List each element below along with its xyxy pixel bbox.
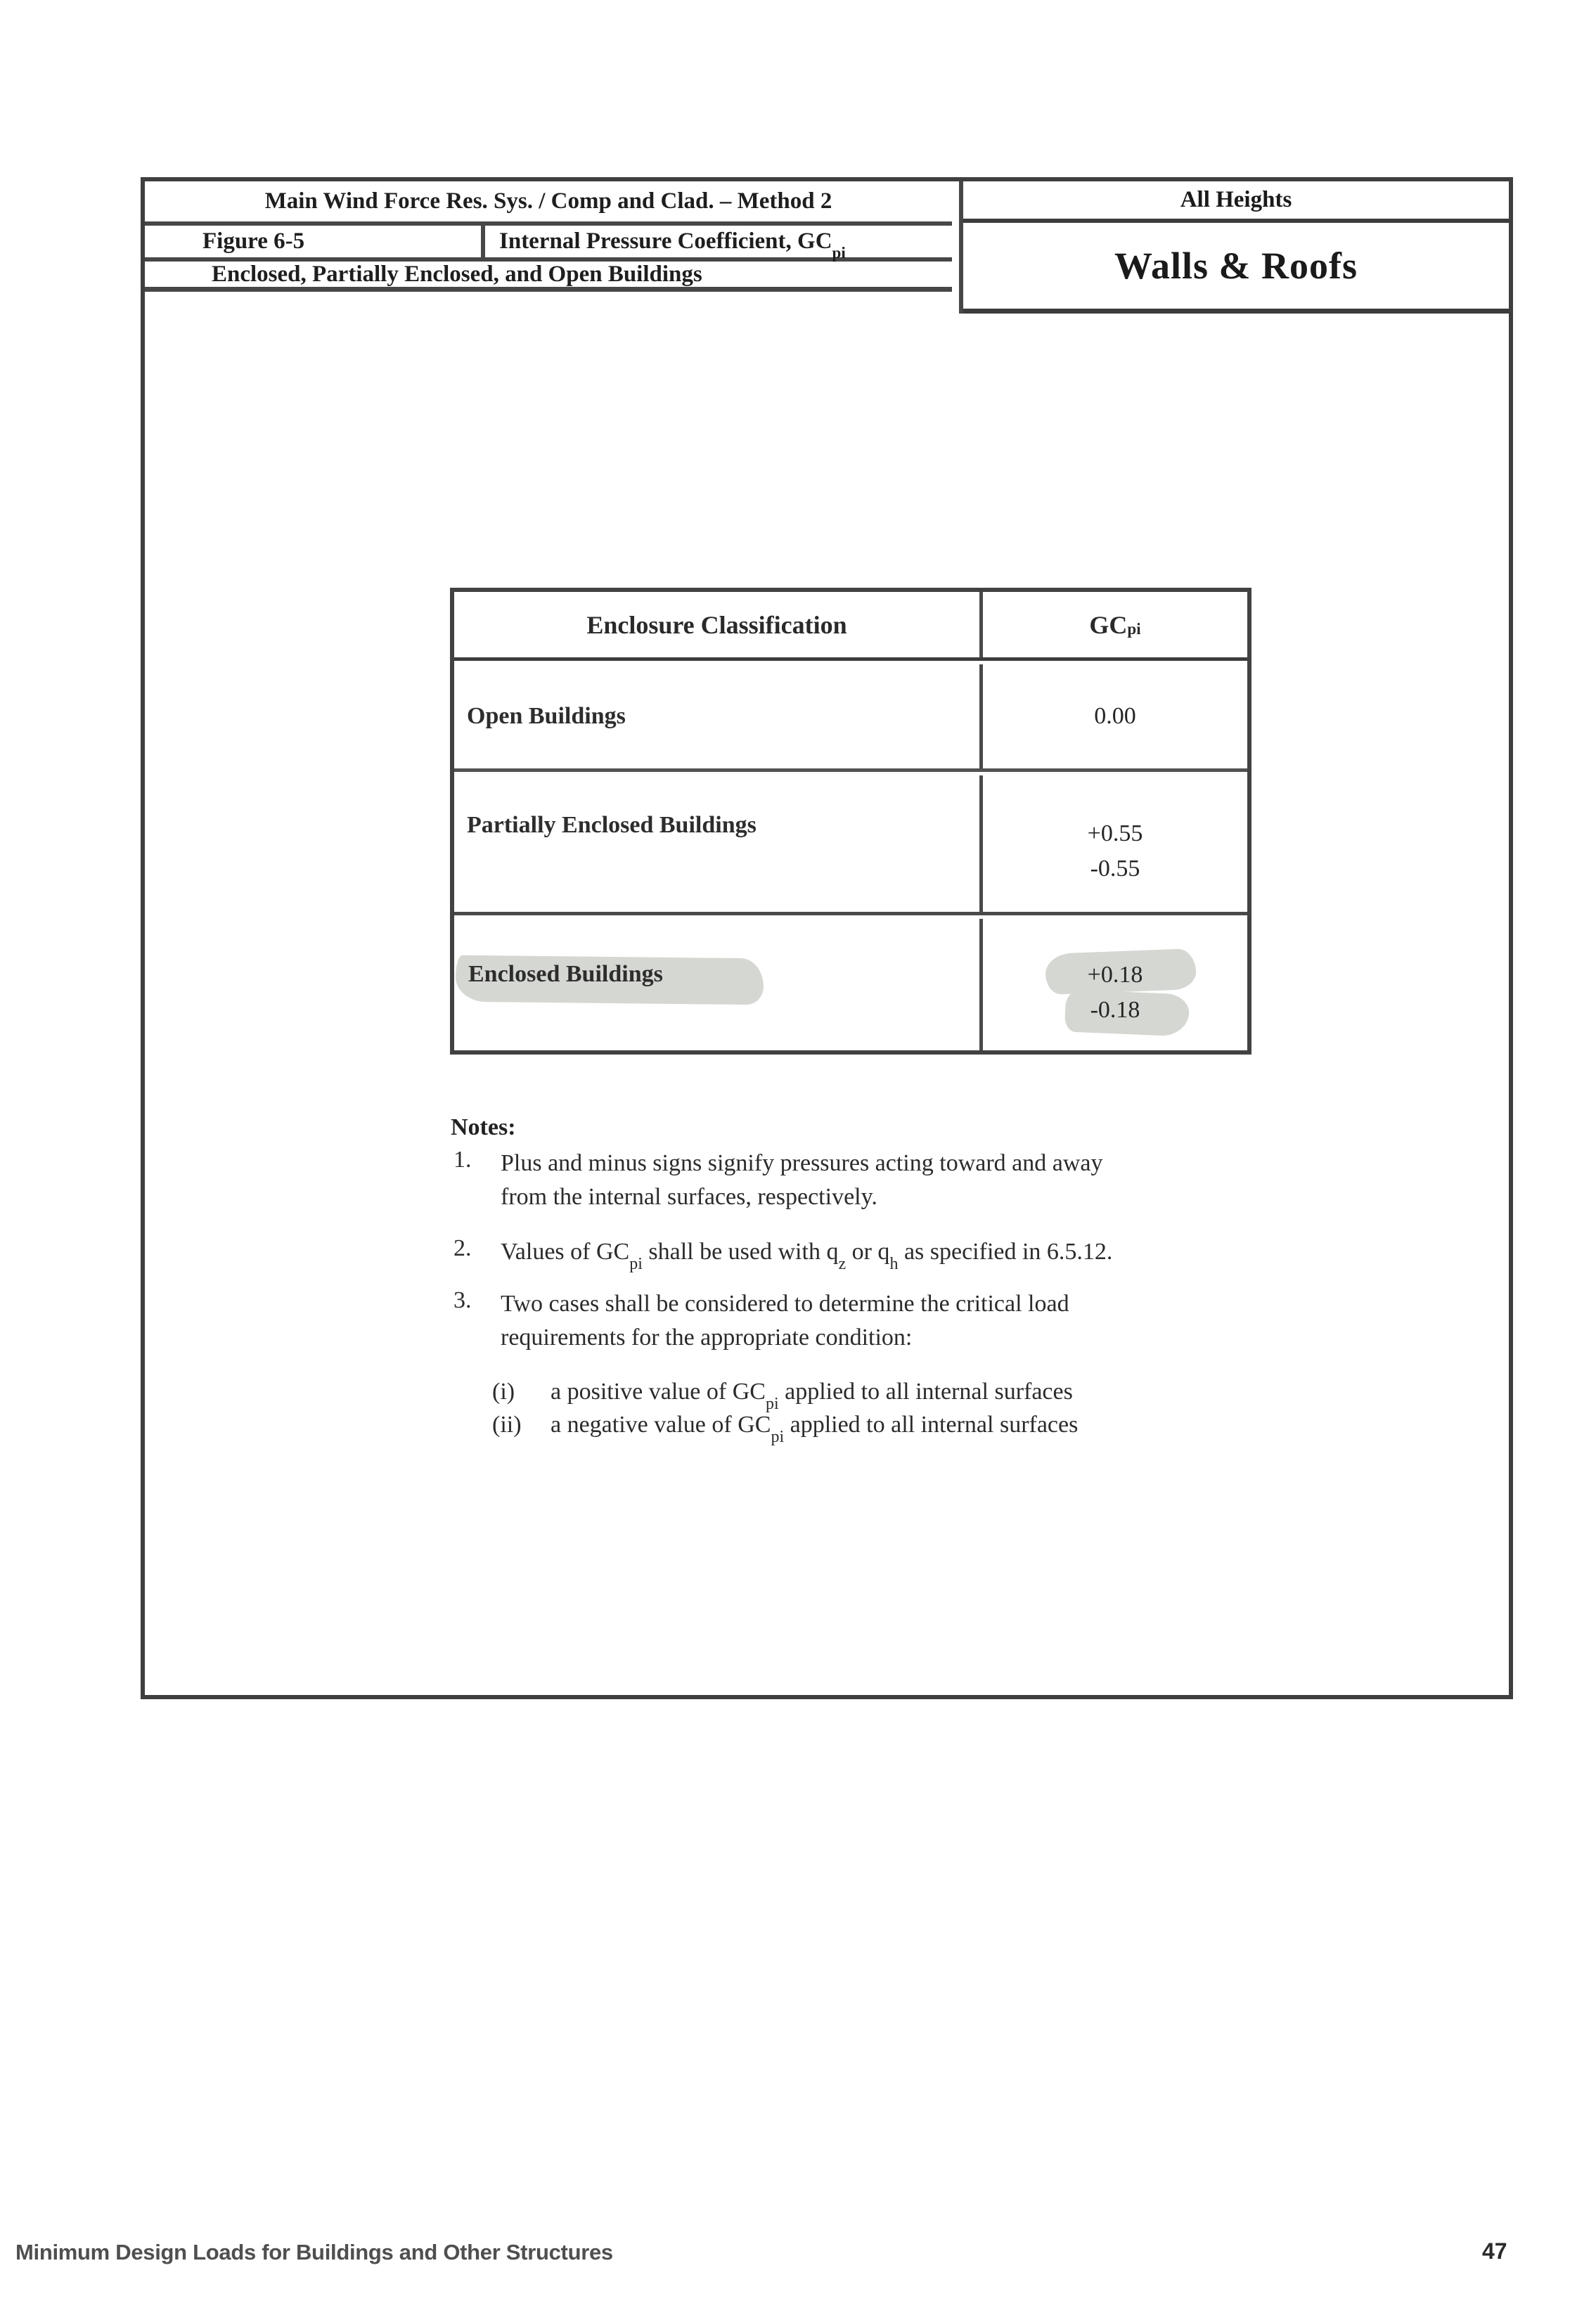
note-number: 1. [453, 1147, 472, 1173]
figure-6-5-box [141, 177, 1513, 1699]
walls-roofs-label: Walls & Roofs [1114, 245, 1358, 287]
open-buildings-value-cell [983, 664, 1247, 768]
enclosure-classification-table [450, 588, 1251, 1055]
partially-enclosed-cell [454, 775, 983, 912]
figure-header-right [959, 181, 1509, 314]
walls-roofs-cell [963, 223, 1509, 314]
row-label: Partially Enclosed Buildings [467, 812, 757, 838]
header-scope-row [145, 262, 952, 292]
figure-header-left [145, 181, 956, 297]
gcpi-value-positive: +0.55 [1087, 820, 1143, 846]
row-label: Open Buildings [467, 703, 626, 729]
note-3-case-ii [447, 1408, 1354, 1446]
gcpi-value: 0.00 [1094, 703, 1136, 729]
note-3 [447, 1287, 1354, 1355]
book-title-footer: Minimum Design Loads for Buildings and Other Structures [15, 2240, 613, 2264]
gcpi-value-negative: -0.55 [1090, 856, 1140, 882]
row-label: Enclosed Buildings [468, 961, 663, 987]
notes-heading: Notes: [451, 1114, 516, 1140]
figure-title-subscript: pi [832, 243, 846, 262]
note-text: Plus and minus signs signify pressures acting toward and away from the internal surfaces, respectively. [501, 1150, 1103, 1210]
scope-label: Enclosed, Partially Enclosed, and Open Buildings [212, 261, 702, 287]
note-3-case-i [447, 1375, 1354, 1413]
figure-title-cell [485, 226, 952, 262]
note-text: Two cases shall be considered to determine the critical load requirements for the appropriate condition: [501, 1291, 1069, 1351]
all-heights-cell [963, 181, 1509, 223]
note-1 [447, 1147, 1354, 1214]
note-text: Values of $GC_{pi}$ shall be used with $q_z$ or $q_h$ as specified in 6.5.12. [501, 1239, 1113, 1273]
header-system-row [145, 181, 952, 226]
partially-enclosed-value-cell [983, 775, 1247, 912]
classification-header-label: Enclosure Classification [586, 610, 847, 639]
enclosed-buildings-value-cell [983, 919, 1247, 1050]
enclosed-buildings-cell [454, 919, 983, 1050]
note-2 [447, 1235, 1354, 1273]
table-header-row [454, 592, 1247, 661]
open-buildings-cell [454, 664, 983, 768]
figure-title: Internal Pressure Coefficient, $GC_{pi}$ [499, 228, 846, 262]
classification-header-cell [454, 592, 983, 657]
case-text: a positive value of $GC_{pi}$ applied to all internal surfaces [551, 1379, 1073, 1413]
gcpi-header-label: GC $_{pi}$ [1089, 610, 1141, 639]
table-row [454, 775, 1247, 915]
case-text: a negative value of $GC_{pi}$ applied to all internal surfaces [551, 1412, 1079, 1446]
gcpi-value-positive: +0.18 [1087, 962, 1143, 988]
note-number: 2. [453, 1235, 472, 1261]
figure-number-cell [145, 226, 485, 257]
note-number: 3. [453, 1287, 472, 1313]
case-marker: (i) [492, 1379, 515, 1405]
table-row [454, 664, 1247, 772]
header-figure-row [145, 226, 952, 262]
page-number: 47 [1482, 2238, 1507, 2264]
table-row-highlighted [454, 919, 1247, 1050]
gcpi-value-negative: -0.18 [1090, 997, 1140, 1023]
case-marker: (ii) [492, 1412, 522, 1438]
system-label: Main Wind Force Res. Sys. / Comp and Clad. – Method 2 [264, 188, 832, 214]
all-heights-label: All Heights [1180, 187, 1292, 212]
figure-number: Figure 6-5 [202, 228, 305, 254]
gcpi-header-cell [983, 592, 1247, 657]
